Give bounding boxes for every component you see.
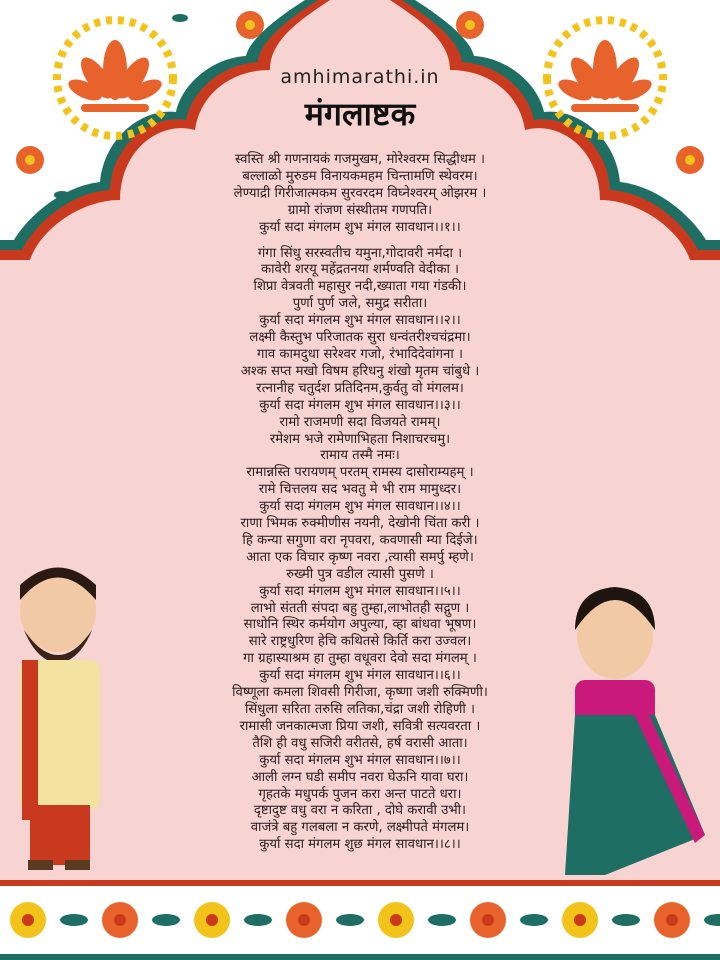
verse-line: रामान्नस्ति परायणम् परतम् रामस्य दासोराम्यहम् । — [246, 465, 474, 481]
leaf-icon — [336, 914, 364, 926]
verse-line: कुर्या सदा मंगलम शुभ मंगल सावधान।।३।। — [259, 397, 461, 413]
flower-icon — [654, 902, 690, 938]
verse-line: रत्नानीह चतुर्दश प्रतिदिनम,कुर्वतु वो मंगलम। — [256, 380, 464, 396]
verse-line: कुर्या सदा मंगलम शुभ मंगल सावधान।।१।। — [259, 219, 461, 235]
verse-line: गाव कामदुधा सरेश्वर गजो, रंभादिदेवांगना । — [257, 346, 463, 362]
verse-line: तैशि ही वधु सजिरी वरीतसे, हर्ष वरासी आता। — [252, 735, 468, 751]
verse-line: बल्लाळो मुरुडम विनायकमहम चिन्तामणि स्थेवरम। — [242, 168, 478, 184]
decorative-floral-border — [0, 880, 720, 960]
flower-icon — [236, 11, 264, 39]
flower-icon — [16, 146, 44, 174]
verse-line: कुर्या सदा मंगलम शुभ मंगल सावधान।।६।। — [259, 668, 461, 684]
verse-line: लक्ष्मी कैस्तुभ परिजातक सुरा धन्वंतरीश्चचंद्रमा। — [249, 330, 471, 346]
verse-line: कुर्या सदा मंगलम शुभ मंगल सावधान।।२।। — [259, 313, 461, 329]
verses — [150, 152, 570, 854]
verse-line: लाभो संतती संपदा बहु तुम्हा,लाभोतही सद्गुण । — [250, 600, 470, 616]
leaf-icon — [244, 914, 272, 926]
verse-line: अश्क सप्त मखो विषम हरिधनु शंखो मृतम चांबुधे । — [240, 363, 480, 379]
site-name: amhimarathi.in — [280, 66, 440, 88]
verse-line: स्वस्ति श्री गणनायकं गजमुखम, मोरेश्वरम सिद्धीधम । — [234, 152, 486, 167]
verse-line: ग्रामो रांजण संस्थीतम गणपति। — [287, 202, 433, 218]
verse-line: शिप्रा वेत्रवती महासुर नदी,ख्याता गया गंडकी। — [253, 279, 467, 295]
verse-line: रामाय तस्मै नमः। — [320, 448, 400, 464]
verse-line: दृष्टादुष्ट वधु वरा न करिता , दोघे करावी उभी। — [253, 803, 467, 819]
verse-line: सारे राष्ट्रधुरिण हेचि कथितसे किर्ति करा उज्वल। — [248, 634, 472, 650]
stanza-gap — [150, 237, 570, 246]
verse-line: हि कन्या सगुणा वरा नृपवरा, कवणासी म्या दिईजे। — [242, 532, 478, 548]
verse-line: रामे चित्तलय सद भवतु मे भी राम मामुध्दर। — [258, 482, 462, 498]
flower-icon — [102, 902, 138, 938]
verse-line: रुख्मी पुत्र वडील त्यासी पुसणे । — [286, 566, 434, 582]
verse-line: रमेशम भजे रामेणाभिहता निशाचरचमु। — [269, 431, 451, 447]
verse-line: कुर्या सदा मंगलम शुभ मंगल सावधान।।४।। — [259, 499, 461, 515]
verse-line: पुर्णा पुर्ण जले, समुद्र सरीता। — [292, 296, 428, 312]
flower-icon — [470, 902, 506, 938]
groom-illustration — [0, 560, 130, 890]
leaf-icon — [60, 914, 88, 926]
verse-line: वाजंत्रे बहु गलबला न करणे, लक्ष्मीपते मंगलम। — [250, 820, 470, 836]
verse-line: कावेरी शरयू महेंद्रतनया शर्मण्वति वेदीका । — [260, 262, 460, 278]
flower-icon — [286, 902, 322, 938]
verse-line: साधोनि स्थिर कर्मयोग अपुल्या, व्हा बांधवा भूषण। — [243, 617, 477, 633]
leaf-icon — [428, 914, 456, 926]
verse-line: कुर्या सदा मंगलम शुभ मंगल सावधान।।५।। — [259, 583, 461, 599]
flower-icon — [10, 902, 46, 938]
verse-line: आली लग्न घडी समीप नवरा घेऊनि यावा घरा। — [251, 769, 469, 785]
page-title: मंगलाष्टक — [304, 95, 416, 133]
leaf-icon — [612, 914, 640, 926]
flower-icon — [456, 11, 484, 39]
verse-line: कुर्या सदा मंगलम शुछ मंगल सावधान।।८।। — [259, 837, 461, 853]
bride-illustration — [545, 575, 715, 885]
verse-line: गंगा सिंधु सरस्वतीच यमुना,गोदावरी नर्मदा । — [257, 245, 463, 261]
verse-line: विष्णूला कमला शिवसी गिरीजा, कृष्णा जशी रुक्मिणी। — [232, 685, 488, 701]
verse-line: सिंधुला सरिता तरुसि लतिका,चंद्रा जशी रोहिणी । — [244, 702, 476, 717]
verse-line: गृहतके मधुपर्क पुजन करा अन्त पाटते धरा। — [258, 786, 462, 802]
flower-icon — [378, 902, 414, 938]
verse-line: आता एक विचार कृष्ण नवरा ,त्यासी समर्पु म्हणे। — [246, 549, 474, 565]
verse-line: रामो राजमणी सदा विजयते रामम्। — [279, 414, 441, 430]
flower-icon — [194, 902, 230, 938]
flower-icon — [562, 902, 598, 938]
verse-line: गा ग्रहास्याश्रम हा तुम्हा वधूवरा देवो सदा मंगलम् । — [243, 651, 477, 667]
verse-line: राणा भिमक रुक्मीणीस नयनी, देखोनी चिंता करी । — [240, 516, 480, 532]
verse-line: लेण्याद्री गिरीजात्मकम सुरवरदम विघ्नेश्वरम् ओझरम । — [233, 185, 487, 201]
verse-line: कुर्या सदा मंगलम शुभ मंगल सावधान।।७।। — [259, 752, 461, 768]
leaf-icon — [520, 914, 548, 926]
leaf-icon — [152, 914, 180, 926]
verse-line: रामासी जनकात्मजा प्रिया जशी, सवित्री सत्यवरता । — [239, 718, 481, 734]
flower-icon — [676, 146, 704, 174]
